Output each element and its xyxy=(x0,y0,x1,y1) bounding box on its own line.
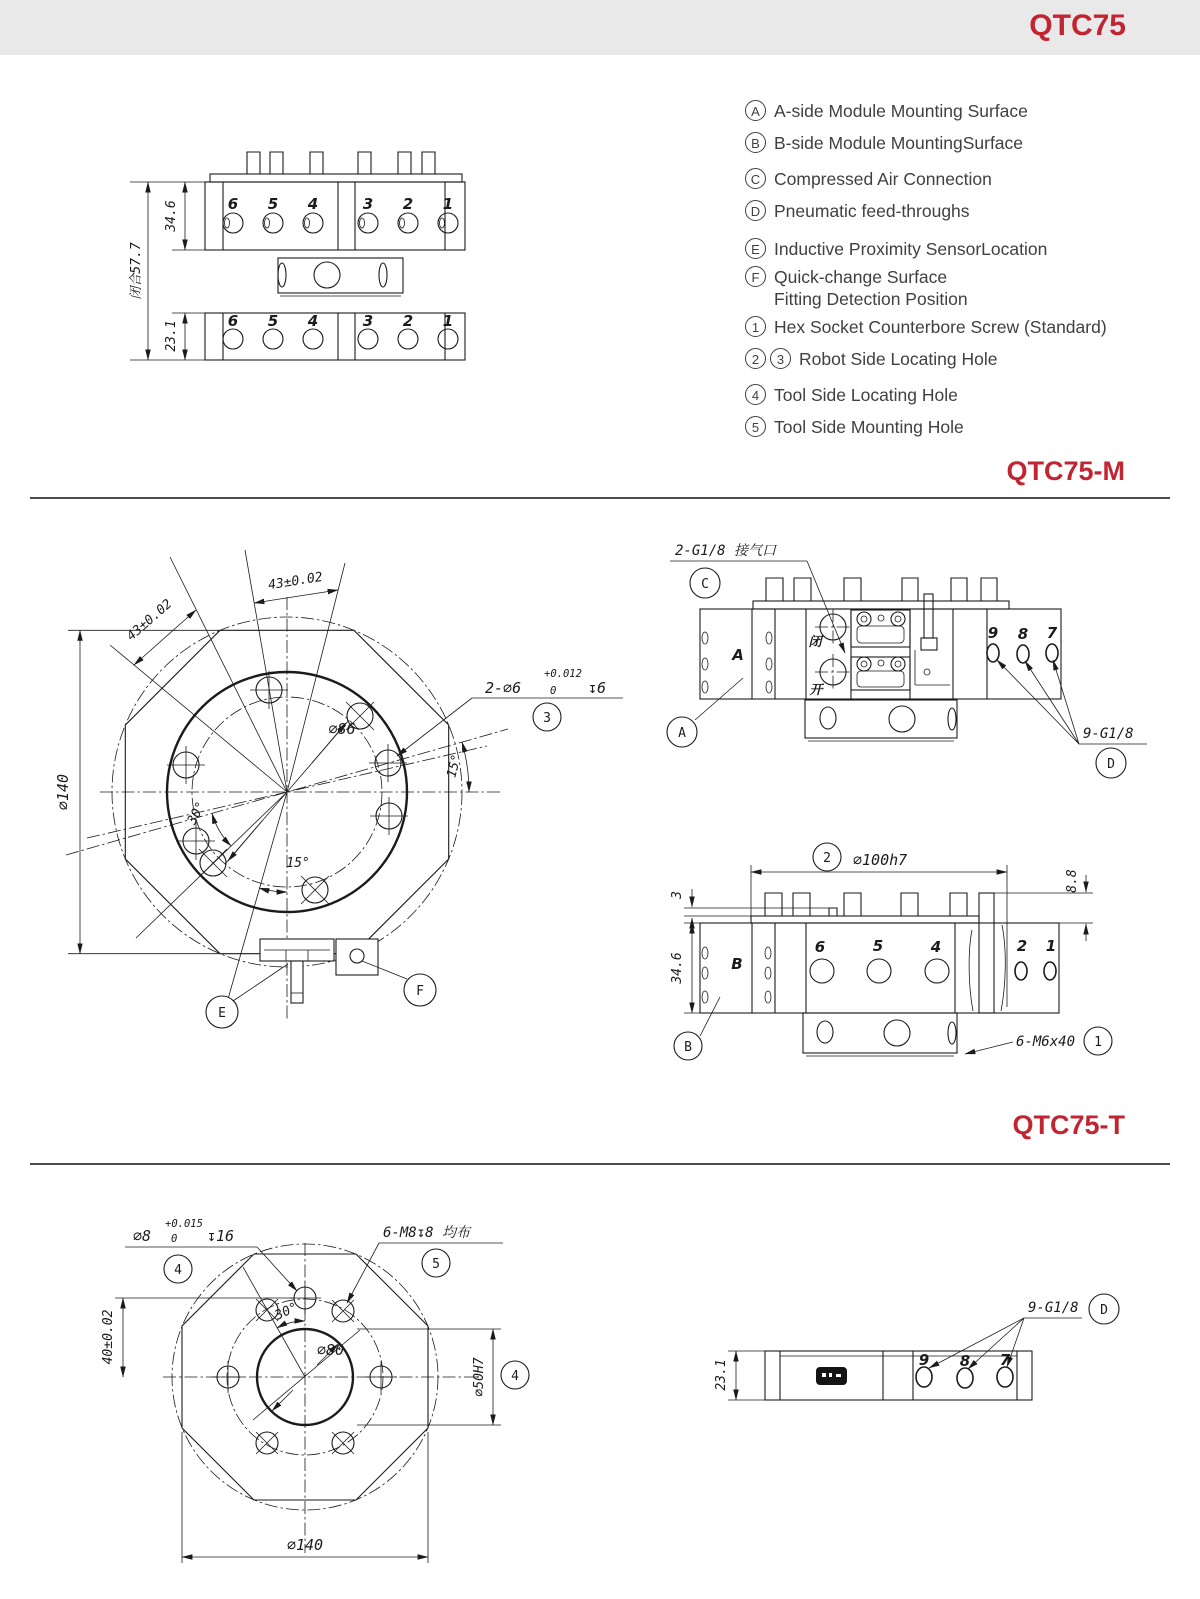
legend-item-f xyxy=(745,266,1175,310)
dim-43b: 43±0.02 xyxy=(124,596,176,644)
port-label: 1 xyxy=(442,195,454,213)
drawing-tool-side xyxy=(690,1255,1160,1430)
balloon-e-text: E xyxy=(218,1006,226,1021)
port-label: 4 xyxy=(307,195,319,213)
drawing-master-front xyxy=(30,515,630,1105)
tool-front-outline xyxy=(163,1243,480,1553)
balloon-b-text: B xyxy=(684,1040,692,1055)
balloon-b: B xyxy=(745,132,766,153)
dim-body: 34.6 xyxy=(670,952,685,984)
dim-right: ∅50H7 xyxy=(472,1357,487,1397)
balloon-1: 1 xyxy=(745,316,766,337)
tool-side-body xyxy=(765,1351,1032,1400)
callout-ports-text: 9-G1/8 xyxy=(1083,726,1134,742)
dim-od: ∅140 xyxy=(286,1536,324,1554)
legend-item-c: C Compressed Air Connection xyxy=(745,168,1175,190)
balloon-2: 2 xyxy=(745,348,766,369)
callout-tol-plus: +0.012 xyxy=(544,668,582,680)
callout-pin-tol-plus: +0.015 xyxy=(165,1218,203,1230)
closed-view-ports-lower xyxy=(223,312,458,349)
legend-item-b: B B-side Module MountingSurface xyxy=(745,132,1175,154)
balloon-c-text: C xyxy=(701,577,709,592)
port-label: 1 xyxy=(442,312,454,330)
dim-closed-total: 闭合57.7 xyxy=(129,242,144,300)
balloon-4: 4 xyxy=(745,384,766,405)
tool-front-callouts xyxy=(125,1218,503,1303)
dim-stud: 3 xyxy=(670,891,685,899)
dim-height: 23.1 xyxy=(714,1359,729,1391)
callout-pin-depth: ↧16 xyxy=(207,1227,235,1245)
legend-item-4: 4 Tool Side Locating Hole xyxy=(745,384,1175,406)
port-label: 4 xyxy=(307,312,319,330)
page-title: QTC75 xyxy=(1029,9,1126,42)
divider-m xyxy=(30,497,1170,499)
callout-ports-text: 9-G1/8 xyxy=(1028,1300,1079,1316)
closed-view-ports-upper xyxy=(223,195,458,233)
angle-30: 30° xyxy=(272,1300,301,1324)
balloon-a-text: A xyxy=(678,726,686,741)
balloon-4b-text: 4 xyxy=(511,1369,519,1384)
port-label: 9 xyxy=(987,624,999,642)
callout-pin-tol-zero: 0 xyxy=(171,1233,178,1245)
angle-left: 30° xyxy=(184,799,210,828)
legend-item-a: A A-side Module Mounting Surface xyxy=(745,100,1175,122)
balloon-a: A xyxy=(745,100,766,121)
port-label: 8 xyxy=(1017,625,1029,643)
balloon-f-text: F xyxy=(416,984,424,999)
callout-thread-text: 6-M8↧8 均布 xyxy=(383,1225,471,1241)
drawing-master-side-b xyxy=(645,835,1175,1100)
legend-item-1: 1 Hex Socket Counterbore Screw (Standard) xyxy=(745,316,1175,338)
dim-left: 40±0.02 xyxy=(101,1309,116,1365)
tool-side-dimensions xyxy=(714,1351,765,1400)
drawing-closed-assembly xyxy=(90,115,530,385)
tool-front-holes xyxy=(212,1282,397,1454)
legend-item-e: E Inductive Proximity SensorLocation xyxy=(745,238,1175,260)
callout-air-text: 2-G1/8 接气口 xyxy=(675,543,777,559)
port-label: 2 xyxy=(402,195,414,213)
legend xyxy=(745,95,1175,438)
side-b-dimensions xyxy=(670,843,1093,1013)
port-label: 8 xyxy=(959,1352,971,1370)
side-a-feedthrough-ports xyxy=(987,624,1058,663)
port-label: 4 xyxy=(930,938,942,956)
angle-bottom: 15° xyxy=(286,856,310,871)
header-band xyxy=(0,0,1200,55)
callout-depth: ↧6 xyxy=(588,679,607,697)
divider-t xyxy=(30,1163,1170,1165)
port-label: 7 xyxy=(999,1351,1011,1369)
balloon-e: E xyxy=(745,238,766,259)
port-label: 1 xyxy=(1045,937,1057,955)
section-title-m: QTC75-M xyxy=(1006,456,1125,486)
drawing-tool-front xyxy=(95,1185,545,1599)
legend-item-5: 5 Tool Side Mounting Hole xyxy=(745,416,1175,438)
tool-side-callouts xyxy=(929,1294,1119,1369)
dim-od: ∅140 xyxy=(54,773,72,811)
dim-bolt-circle: ∅86 xyxy=(328,720,356,738)
port-label: 9 xyxy=(918,1351,930,1369)
balloon-f: F xyxy=(745,266,766,287)
dim-spigot: ∅100h7 xyxy=(853,851,908,869)
port-label: 6 xyxy=(227,312,239,330)
callout-screws-text: 6-M6x40 xyxy=(1016,1034,1076,1050)
side-a-air-ports xyxy=(808,609,851,698)
balloon-5-text: 5 xyxy=(432,1257,440,1272)
side-a-body xyxy=(700,578,1061,741)
side-b-body xyxy=(700,893,1059,1056)
angle-right: 15° xyxy=(444,752,465,780)
callout-tol-zero: 0 xyxy=(550,685,557,697)
balloon-5: 5 xyxy=(745,416,766,437)
port-label: 6 xyxy=(814,938,826,956)
dim-bore: ∅80 xyxy=(317,1341,345,1359)
tool-side-ports xyxy=(916,1351,1013,1388)
balloon-d: D xyxy=(745,200,766,221)
label-closed: 闭 xyxy=(808,635,822,650)
port-label: 3 xyxy=(362,312,374,330)
side-a-sensor-module xyxy=(851,594,950,690)
balloon-d-text: D xyxy=(1107,757,1115,772)
callout-pin-text: ∅8 xyxy=(133,1227,152,1245)
port-label: 7 xyxy=(1046,624,1058,642)
side-b-callouts xyxy=(674,997,1112,1060)
callout-locating-holes: 2-∅6 xyxy=(485,679,522,697)
dim-step: 8.8 xyxy=(1065,869,1080,893)
port-label: 6 xyxy=(227,195,239,213)
balloon-d2-text: D xyxy=(1100,1303,1108,1318)
side-b-ports xyxy=(810,937,1056,983)
balloon-c: C xyxy=(745,168,766,189)
master-front-callouts xyxy=(206,668,623,1028)
label-open: 开 xyxy=(809,683,823,698)
drawing-master-side-a xyxy=(655,520,1175,790)
port-label: 2 xyxy=(1016,937,1028,955)
face-a-label: A xyxy=(732,646,744,664)
port-label: 3 xyxy=(362,195,374,213)
legend-label-f: Quick-change Surface Fitting Detection Position xyxy=(774,267,968,309)
section-hatch xyxy=(979,893,994,1013)
balloon-1-text: 1 xyxy=(1094,1035,1102,1050)
dim-upper-height: 34.6 xyxy=(164,200,179,232)
legend-item-2-3: 2 3 Robot Side Locating Hole xyxy=(745,348,1175,370)
balloon-4-text: 4 xyxy=(174,1263,182,1278)
port-label: 5 xyxy=(872,937,884,955)
balloon-3-text: 3 xyxy=(543,711,551,726)
closed-view-body xyxy=(205,152,465,360)
port-label: 2 xyxy=(402,312,414,330)
port-label: 5 xyxy=(267,312,279,330)
closed-view-dimensions xyxy=(129,182,205,360)
balloon-3: 3 xyxy=(770,348,791,369)
tool-front-dimensions xyxy=(101,1298,529,1563)
dim-lower-height: 23.1 xyxy=(164,320,179,352)
face-b-label: B xyxy=(731,955,743,973)
port-label: 5 xyxy=(267,195,279,213)
dim-43a: 43±0.02 xyxy=(267,569,324,594)
section-title-t: QTC75-T xyxy=(1012,1110,1125,1140)
balloon-2-text: 2 xyxy=(823,851,831,866)
legend-item-d: D Pneumatic feed-throughs xyxy=(745,200,1175,222)
